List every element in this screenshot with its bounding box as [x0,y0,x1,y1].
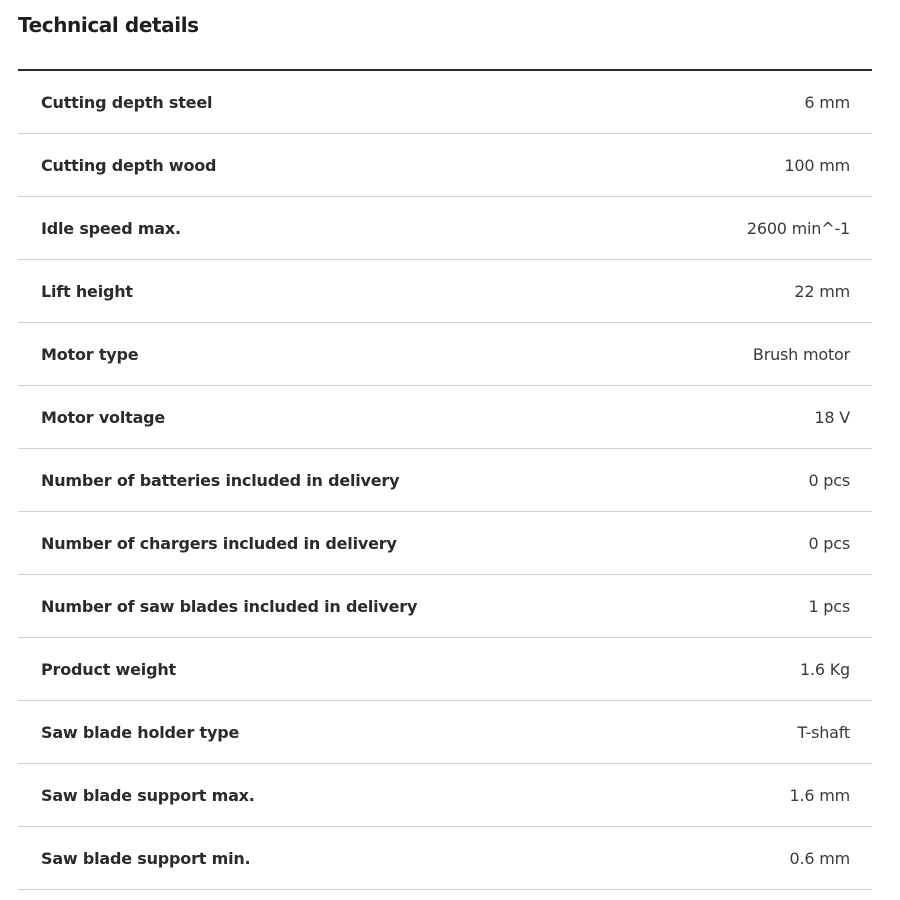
spec-label: Product weight [41,659,176,679]
spec-row [18,575,872,638]
spec-value: 6 mm [804,92,850,112]
spec-row [18,827,872,890]
spec-row [18,71,872,134]
spec-value: 1.6 mm [789,785,850,805]
spec-value: 2600 min^-1 [746,218,850,238]
spec-label: Motor type [41,344,139,364]
spec-value: 0 pcs [808,470,850,490]
spec-label: Number of batteries included in delivery [41,470,400,490]
spec-value: 18 V [814,407,850,427]
spec-value: 0 pcs [808,533,850,553]
spec-row [18,197,872,260]
spec-row [18,638,872,701]
spec-value: 1 pcs [808,596,850,616]
spec-row [18,323,872,386]
spec-label: Lift height [41,281,133,301]
spec-row [18,701,872,764]
spec-value: 22 mm [794,281,850,301]
technical-details-table [18,69,872,890]
section-title: Technical details [18,13,199,37]
spec-label: Idle speed max. [41,218,181,238]
spec-value: 1.6 Kg [800,659,850,679]
spec-label: Cutting depth steel [41,92,213,112]
spec-row [18,449,872,512]
spec-value: T-shaft [797,722,850,742]
spec-row [18,134,872,197]
spec-row [18,512,872,575]
spec-label: Saw blade support min. [41,848,251,868]
spec-label: Number of chargers included in delivery [41,533,397,553]
spec-value: Brush motor [752,344,850,364]
spec-label: Motor voltage [41,407,166,427]
spec-value: 0.6 mm [789,848,850,868]
spec-label: Saw blade support max. [41,785,255,805]
spec-row [18,764,872,827]
spec-row [18,260,872,323]
spec-row [18,386,872,449]
spec-label: Number of saw blades included in delivery [41,596,418,616]
spec-label: Saw blade holder type [41,722,240,742]
spec-label: Cutting depth wood [41,155,217,175]
spec-value: 100 mm [784,155,850,175]
